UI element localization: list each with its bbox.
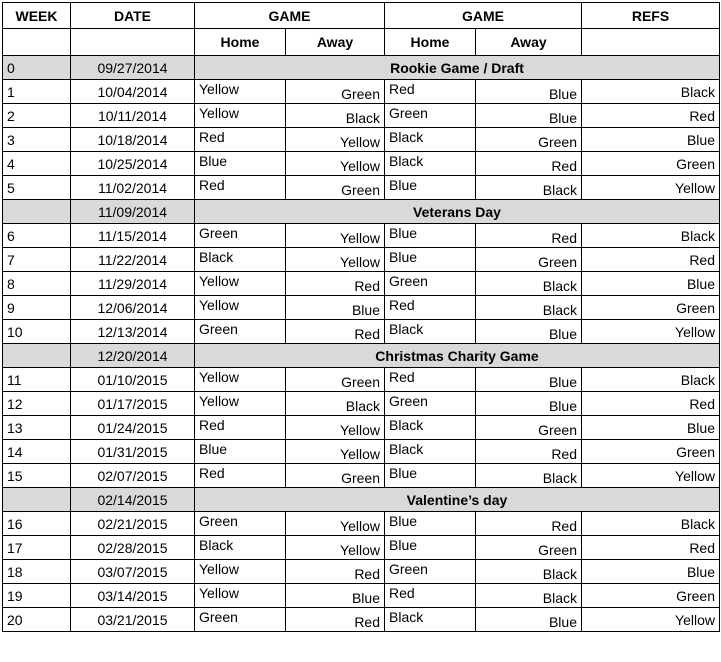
game1-away-cell: Green [286, 368, 385, 392]
game-row [3, 416, 720, 440]
game2-away-cell: Red [476, 440, 582, 464]
refs-cell: Green [582, 584, 720, 608]
week-cell [3, 344, 71, 368]
event-row [3, 56, 720, 80]
date-cell: 01/17/2015 [71, 392, 195, 416]
game2-away-cell: Blue [476, 608, 582, 632]
game-row [3, 392, 720, 416]
date-cell: 09/27/2014 [71, 56, 195, 80]
date-cell: 03/14/2015 [71, 584, 195, 608]
game1-home-cell: Yellow [195, 272, 286, 296]
game-row [3, 296, 720, 320]
week-cell: 12 [3, 392, 71, 416]
game-row [3, 608, 720, 632]
game1-home-cell: Yellow [195, 296, 286, 320]
refs-cell: Yellow [582, 608, 720, 632]
game1-home-cell: Yellow [195, 392, 286, 416]
refs-cell: Blue [582, 560, 720, 584]
date-cell: 10/25/2014 [71, 152, 195, 176]
event-row [3, 344, 720, 368]
game1-home-cell: Blue [195, 152, 286, 176]
refs-cell: Red [582, 392, 720, 416]
game1-away-cell: Red [286, 320, 385, 344]
game2-away-cell: Green [476, 128, 582, 152]
week-cell: 14 [3, 440, 71, 464]
game-row [3, 320, 720, 344]
header-refs: REFS [582, 3, 720, 29]
game1-home-cell: Red [195, 176, 286, 200]
game2-home-cell: Green [385, 272, 476, 296]
game2-home-cell: Blue [385, 224, 476, 248]
date-cell: 02/14/2015 [71, 488, 195, 512]
event-row [3, 200, 720, 224]
game1-home-cell: Yellow [195, 80, 286, 104]
date-cell: 11/15/2014 [71, 224, 195, 248]
date-cell: 10/04/2014 [71, 80, 195, 104]
game-row [3, 176, 720, 200]
event-row [3, 488, 720, 512]
week-cell: 4 [3, 152, 71, 176]
header-row-sub [3, 29, 720, 56]
game1-away-cell: Yellow [286, 248, 385, 272]
game1-away-cell: Blue [286, 584, 385, 608]
refs-cell: Black [582, 224, 720, 248]
game2-away-cell: Blue [476, 368, 582, 392]
game1-home-cell: Yellow [195, 560, 286, 584]
refs-cell: Yellow [582, 176, 720, 200]
week-cell [3, 200, 71, 224]
refs-cell: Black [582, 512, 720, 536]
week-cell: 15 [3, 464, 71, 488]
week-cell [3, 488, 71, 512]
game2-away-cell: Black [476, 560, 582, 584]
game2-away-cell: Blue [476, 392, 582, 416]
game2-home-cell: Green [385, 560, 476, 584]
game1-away-cell: Green [286, 80, 385, 104]
header-away-2: Away [476, 29, 582, 56]
date-cell: 11/22/2014 [71, 248, 195, 272]
game2-away-cell: Blue [476, 320, 582, 344]
game-row [3, 368, 720, 392]
game2-away-cell: Red [476, 512, 582, 536]
game1-home-cell: Yellow [195, 584, 286, 608]
game2-away-cell: Black [476, 296, 582, 320]
week-cell: 18 [3, 560, 71, 584]
game2-away-cell: Red [476, 224, 582, 248]
game2-home-cell: Blue [385, 176, 476, 200]
game2-home-cell: Blue [385, 512, 476, 536]
refs-cell: Red [582, 248, 720, 272]
game-row [3, 560, 720, 584]
schedule-table [2, 2, 720, 632]
date-cell: 10/11/2014 [71, 104, 195, 128]
event-name: Rookie Game / Draft [195, 56, 720, 80]
game-row [3, 152, 720, 176]
header-home-1: Home [195, 29, 286, 56]
date-cell: 02/07/2015 [71, 464, 195, 488]
game1-away-cell: Yellow [286, 128, 385, 152]
date-cell: 02/28/2015 [71, 536, 195, 560]
game2-home-cell: Red [385, 584, 476, 608]
game1-home-cell: Green [195, 224, 286, 248]
game1-away-cell: Yellow [286, 224, 385, 248]
week-cell: 7 [3, 248, 71, 272]
date-cell: 12/20/2014 [71, 344, 195, 368]
header-away-1: Away [286, 29, 385, 56]
week-cell: 3 [3, 128, 71, 152]
header-home-2: Home [385, 29, 476, 56]
game1-home-cell: Red [195, 128, 286, 152]
game2-home-cell: Blue [385, 248, 476, 272]
game2-home-cell: Black [385, 416, 476, 440]
game-row [3, 128, 720, 152]
game1-away-cell: Red [286, 608, 385, 632]
game1-away-cell: Green [286, 176, 385, 200]
game2-home-cell: Black [385, 320, 476, 344]
date-cell: 11/09/2014 [71, 200, 195, 224]
game2-home-cell: Green [385, 104, 476, 128]
game2-away-cell: Green [476, 536, 582, 560]
game1-away-cell: Yellow [286, 152, 385, 176]
game2-away-cell: Black [476, 464, 582, 488]
game1-home-cell: Black [195, 536, 286, 560]
refs-cell: Green [582, 296, 720, 320]
game1-away-cell: Yellow [286, 512, 385, 536]
header-row-main [3, 3, 720, 29]
game1-home-cell: Green [195, 320, 286, 344]
week-cell: 10 [3, 320, 71, 344]
game-row [3, 464, 720, 488]
week-cell: 6 [3, 224, 71, 248]
date-cell: 01/10/2015 [71, 368, 195, 392]
week-cell: 11 [3, 368, 71, 392]
refs-cell: Yellow [582, 464, 720, 488]
refs-cell: Red [582, 536, 720, 560]
week-cell: 0 [3, 56, 71, 80]
game2-away-cell: Red [476, 152, 582, 176]
week-cell: 19 [3, 584, 71, 608]
game1-away-cell: Red [286, 272, 385, 296]
game1-home-cell: Black [195, 248, 286, 272]
date-cell: 12/06/2014 [71, 296, 195, 320]
header-sub-refs-blank [582, 29, 720, 56]
date-cell: 10/18/2014 [71, 128, 195, 152]
game-row [3, 224, 720, 248]
date-cell: 02/21/2015 [71, 512, 195, 536]
game1-away-cell: Yellow [286, 416, 385, 440]
header-date: DATE [71, 3, 195, 29]
header-game-1: GAME [195, 3, 385, 29]
game2-away-cell: Blue [476, 104, 582, 128]
week-cell: 1 [3, 80, 71, 104]
game1-away-cell: Blue [286, 296, 385, 320]
game2-away-cell: Black [476, 584, 582, 608]
date-cell: 12/13/2014 [71, 320, 195, 344]
game-row [3, 440, 720, 464]
game1-home-cell: Green [195, 608, 286, 632]
refs-cell: Black [582, 368, 720, 392]
game1-home-cell: Blue [195, 440, 286, 464]
week-cell: 13 [3, 416, 71, 440]
week-cell: 2 [3, 104, 71, 128]
game2-home-cell: Red [385, 296, 476, 320]
game2-home-cell: Black [385, 608, 476, 632]
game1-away-cell: Green [286, 464, 385, 488]
game2-away-cell: Black [476, 176, 582, 200]
game-row [3, 248, 720, 272]
game-row [3, 80, 720, 104]
game2-home-cell: Blue [385, 464, 476, 488]
date-cell: 03/21/2015 [71, 608, 195, 632]
game2-home-cell: Black [385, 152, 476, 176]
header-week: WEEK [3, 3, 71, 29]
refs-cell: Green [582, 440, 720, 464]
schedule-body [3, 3, 720, 632]
game2-home-cell: Blue [385, 536, 476, 560]
refs-cell: Blue [582, 272, 720, 296]
game1-away-cell: Red [286, 560, 385, 584]
refs-cell: Black [582, 80, 720, 104]
event-name: Valentine’s day [195, 488, 720, 512]
game1-home-cell: Green [195, 512, 286, 536]
game1-home-cell: Red [195, 416, 286, 440]
game1-away-cell: Yellow [286, 536, 385, 560]
event-name: Christmas Charity Game [195, 344, 720, 368]
game-row [3, 536, 720, 560]
game2-away-cell: Blue [476, 80, 582, 104]
game-row [3, 272, 720, 296]
date-cell: 01/31/2015 [71, 440, 195, 464]
game2-home-cell: Black [385, 128, 476, 152]
week-cell: 9 [3, 296, 71, 320]
game2-home-cell: Green [385, 392, 476, 416]
game-row [3, 584, 720, 608]
refs-cell: Blue [582, 416, 720, 440]
date-cell: 03/07/2015 [71, 560, 195, 584]
week-cell: 17 [3, 536, 71, 560]
game1-away-cell: Black [286, 392, 385, 416]
game2-away-cell: Green [476, 248, 582, 272]
game2-home-cell: Black [385, 440, 476, 464]
game1-away-cell: Black [286, 104, 385, 128]
game2-away-cell: Green [476, 416, 582, 440]
refs-cell: Yellow [582, 320, 720, 344]
header-game-2: GAME [385, 3, 582, 29]
game-row [3, 104, 720, 128]
week-cell: 16 [3, 512, 71, 536]
week-cell: 20 [3, 608, 71, 632]
game1-away-cell: Yellow [286, 440, 385, 464]
date-cell: 11/29/2014 [71, 272, 195, 296]
header-sub-date-blank [71, 29, 195, 56]
date-cell: 01/24/2015 [71, 416, 195, 440]
game1-home-cell: Yellow [195, 368, 286, 392]
week-cell: 8 [3, 272, 71, 296]
refs-cell: Blue [582, 128, 720, 152]
week-cell: 5 [3, 176, 71, 200]
event-name: Veterans Day [195, 200, 720, 224]
refs-cell: Green [582, 152, 720, 176]
game2-home-cell: Red [385, 368, 476, 392]
game1-home-cell: Yellow [195, 104, 286, 128]
refs-cell: Red [582, 104, 720, 128]
game1-home-cell: Red [195, 464, 286, 488]
game2-home-cell: Red [385, 80, 476, 104]
date-cell: 11/02/2014 [71, 176, 195, 200]
game2-away-cell: Black [476, 272, 582, 296]
header-sub-week-blank [3, 29, 71, 56]
game-row [3, 512, 720, 536]
